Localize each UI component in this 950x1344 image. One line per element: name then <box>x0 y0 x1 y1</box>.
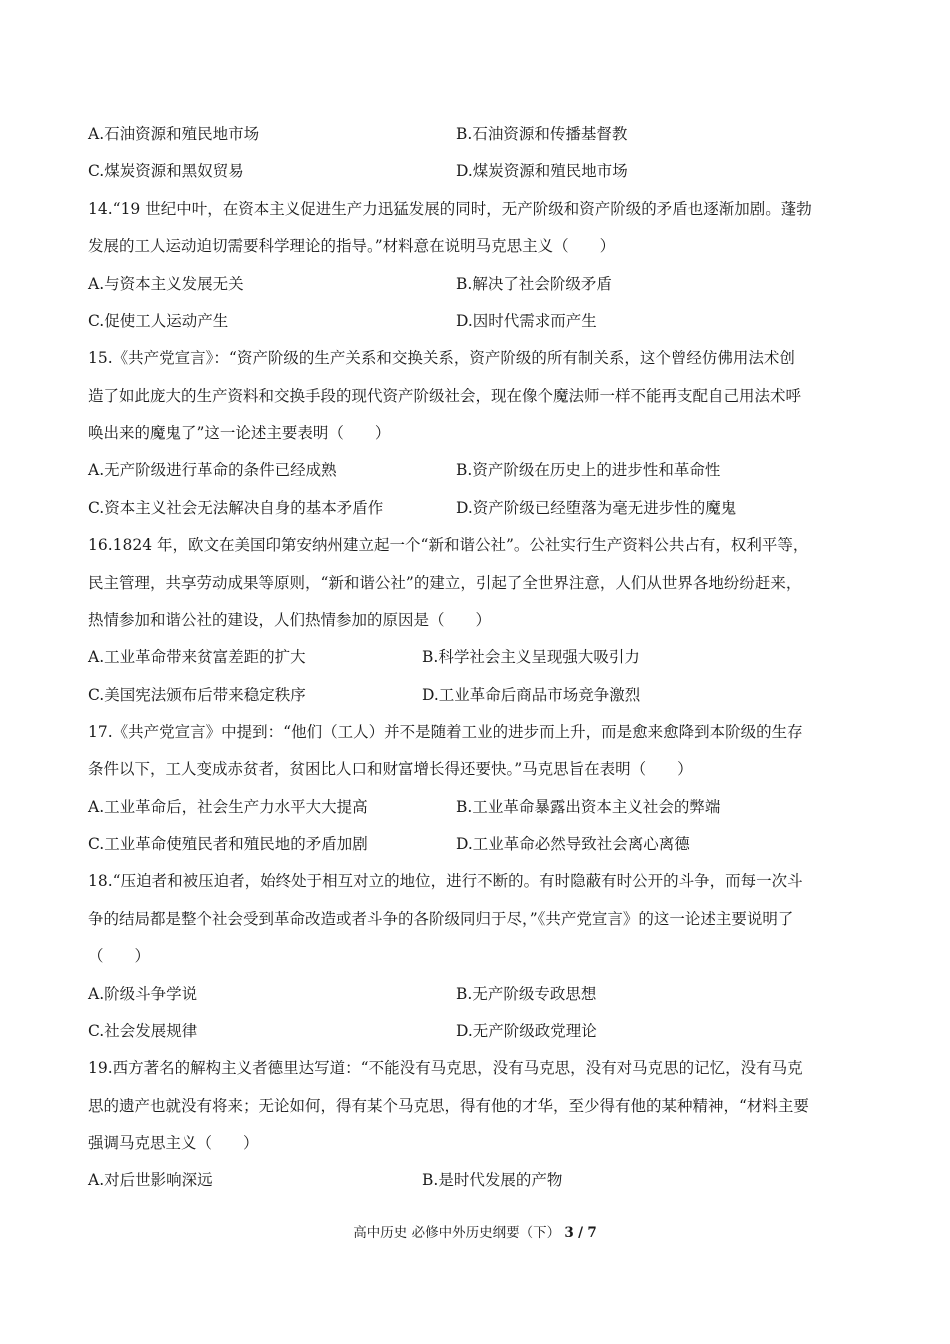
q18-option-d: D.无产阶级政党理论 <box>456 1022 597 1040</box>
q15-stem-line-3: 唤出来的魔鬼了”这一论述主要表明（ ） <box>88 424 391 442</box>
q19-stem-line-2: 思的遗产也就没有将来；无论如何，得有某个马克思，得有他的才华，至少得有他的某种精神，“材料主要 <box>88 1097 809 1115</box>
q17-option-a: A.工业革命后，社会生产力水平大大提高 <box>88 798 368 816</box>
q17-option-c: C.工业革命使殖民者和殖民地的矛盾加剧 <box>88 835 368 853</box>
q16-stem-line-2: 民主管理，共享劳动成果等原则，“新和谐公社”的建立，引起了全世界注意，人们从世界各地纷纷赶来， <box>88 574 802 592</box>
q17-stem-line-2: 条件以下，工人变成赤贫者，贫困比人口和财富增长得还要快。”马克思旨在表明（ ） <box>88 760 693 778</box>
q14-option-d: D.因时代需求而产生 <box>456 312 597 330</box>
q16-option-a: A.工业革命带来贫富差距的扩大 <box>88 648 306 666</box>
q14-option-a: A.与资本主义发展无关 <box>88 275 244 293</box>
q14-option-b: B.解决了社会阶级矛盾 <box>456 275 612 293</box>
q15-option-b: B.资产阶级在历史上的进步性和革命性 <box>456 461 721 479</box>
q18-stem-line-2: 争的结局都是整个社会受到革命改造或者斗争的各阶级同归于尽，”《共产党宣言》的这一论述主要说明了 <box>88 910 794 928</box>
q18-option-c: C.社会发展规律 <box>88 1022 198 1040</box>
q14-option-c: C.促使工人运动产生 <box>88 312 229 330</box>
q15-option-c: C.资本主义社会无法解决自身的基本矛盾作 <box>88 499 384 517</box>
q18-stem-line-1: 18.“压迫者和被压迫者，始终处于相互对立的地位，进行不断的。有时隐蔽有时公开的斗争，而每一次斗 <box>88 872 803 890</box>
page-footer <box>0 1224 950 1242</box>
q18-option-a: A.阶级斗争学说 <box>88 985 198 1003</box>
q16-stem-line-3: 热情参加和谐公社的建设，人们热情参加的原因是（ ） <box>88 611 492 629</box>
q16-option-c: C.美国宪法颁布后带来稳定秩序 <box>88 686 306 704</box>
page-separator: / <box>578 1225 584 1241</box>
q19-stem-line-3: 强调马克思主义（ ） <box>88 1134 259 1152</box>
q15-option-a: A.无产阶级进行革命的条件已经成熟 <box>88 461 337 479</box>
q17-option-d: D.工业革命必然导致社会离心离德 <box>456 835 690 853</box>
footer-title: 高中历史 必修中外历史纲要（下） <box>353 1225 561 1241</box>
q16-option-b: B.科学社会主义呈现强大吸引力 <box>422 648 640 666</box>
q19-option-b: B.是时代发展的产物 <box>422 1171 563 1189</box>
q17-stem-line-1: 17.《共产党宣言》中提到：“他们（工人）并不是随着工业的进步而上升，而是愈来愈降到本阶级的生存 <box>88 723 803 741</box>
q17-option-b: B.工业革命暴露出资本主义社会的弊端 <box>456 798 721 816</box>
q16-stem-line-1: 16.1824 年，欧文在美国印第安纳州建立起一个“新和谐公社”。公社实行生产资料公共占有，权利平等， <box>88 536 809 554</box>
q19-stem-line-1: 19.西方著名的解构主义者德里达写道：“不能没有马克思，没有马克思，没有对马克思的记忆，没有马克 <box>88 1059 803 1077</box>
q16-option-d: D.工业革命后商品市场竞争激烈 <box>422 686 641 704</box>
q19-option-a: A.对后世影响深远 <box>88 1171 213 1189</box>
q14-stem-line-1: 14.“19 世纪中叶，在资本主义促进生产力迅猛发展的同时，无产阶级和资产阶级的矛盾也逐渐加剧。蓬勃 <box>88 200 812 218</box>
q13-option-d: D.煤炭资源和殖民地市场 <box>456 162 628 180</box>
q18-stem-line-3: （ ） <box>88 947 151 965</box>
page-total: 7 <box>587 1225 597 1241</box>
q14-stem-line-2: 发展的工人运动迫切需要科学理论的指导。”材料意在说明马克思主义（ ） <box>88 237 616 255</box>
q13-option-a: A.石油资源和殖民地市场 <box>88 125 260 143</box>
q13-option-c: C.煤炭资源和黑奴贸易 <box>88 162 244 180</box>
q18-option-b: B.无产阶级专政思想 <box>456 985 597 1003</box>
page-number: 3 <box>564 1225 574 1241</box>
q15-option-d: D.资产阶级已经堕落为毫无进步性的魔鬼 <box>456 499 737 517</box>
q15-stem-line-1: 15.《共产党宣言》：“资产阶级的生产关系和交换关系，资产阶级的所有制关系，这个曾经仿佛用法术创 <box>88 349 795 367</box>
q15-stem-line-2: 造了如此庞大的生产资料和交换手段的现代资产阶级社会，现在像个魔法师一样不能再支配自己用法术呼 <box>88 387 802 405</box>
q13-option-b: B.石油资源和传播基督教 <box>456 125 628 143</box>
